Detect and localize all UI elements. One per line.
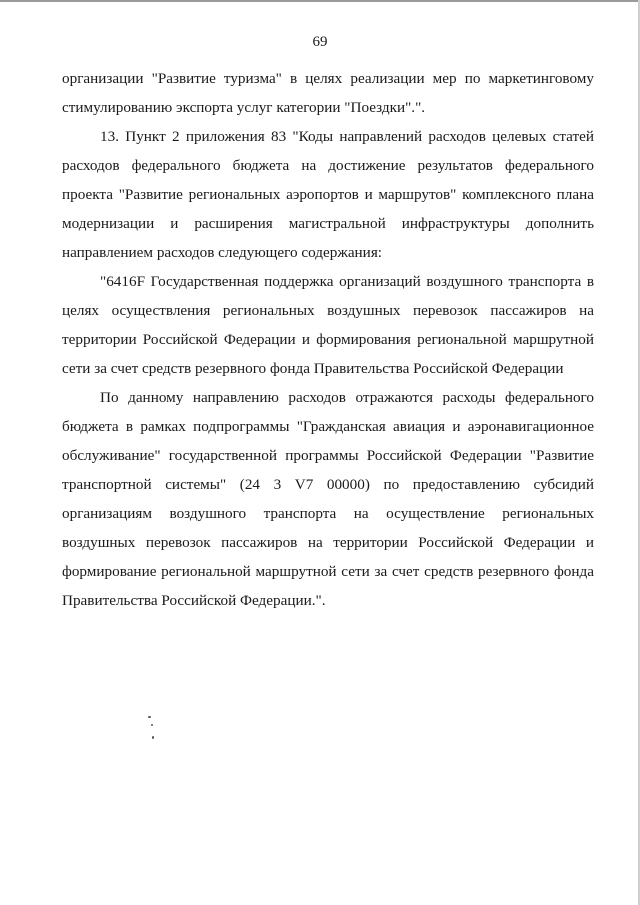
paragraph-item-13: 13. Пункт 2 приложения 83 "Коды направлений расходов целевых статей расходов федерального бюджета на достижение результатов федерального проекта "Развитие региональных аэропортов и маршрутов" комплексного плана модернизации и расширения магистральной инфраструктуры дополнить направлением расходов следующего содержания: [62, 128, 594, 261]
page-number: 69 [312, 34, 328, 50]
scan-specks [146, 714, 154, 744]
paragraph-continuation: организации "Развитие туризма" в целях реализации мер по маркетинговому стимулированию экспорта услуг категории "Поездки".". [62, 70, 594, 116]
document-body [62, 64, 594, 615]
scan-edge-top [0, 0, 640, 5]
paragraph-code-6416f: "6416F Государственная поддержка организаций воздушного транспорта в целях осуществления региональных воздушных перевозок пассажиров на территории Российской Федерации и формирования региональной маршрутной сети за счет средств резервного фонда Правительства Российской Федерации [62, 273, 594, 377]
paragraph-expense-description: По данному направлению расходов отражаются расходы федерального бюджета в рамках подпрограммы "Гражданская авиация и аэронавигационное обслуживание" государственной программы Российской Федерации "Развитие транспортной системы" (24 3 V7 00000) по предоставлению субсидий организациям воздушного транспорта на осуществление региональных воздушных перевозок пассажиров на территории Российской Федерации и формирование региональной маршрутной сети за счет средств резервного фонда Правительства Российской Федерации.". [62, 389, 594, 609]
